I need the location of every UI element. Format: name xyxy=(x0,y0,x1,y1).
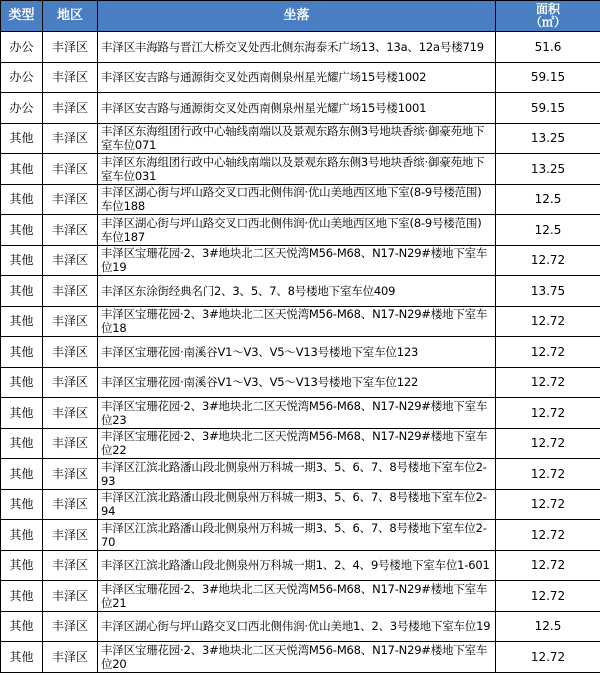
cell-area: 丰泽区 xyxy=(43,489,98,520)
cell-location: 丰泽区宝珊花园·2、3#地块北二区天悦湾M56-M68、N17-N29#楼地下室车位23 xyxy=(98,398,496,429)
cell-location: 丰泽区湖心街与坪山路交叉口西北侧伟润·优山美地西区地下室(8-9号楼范围)车位188 xyxy=(98,184,496,215)
cell-area: 丰泽区 xyxy=(43,611,98,642)
cell-type: 其他 xyxy=(1,184,43,215)
cell-area: 丰泽区 xyxy=(43,245,98,276)
cell-area: 丰泽区 xyxy=(43,581,98,612)
cell-size: 12.72 xyxy=(496,642,600,673)
table-row xyxy=(1,642,600,673)
cell-location: 丰泽区宝珊花园·南溪谷V1～V3、V5～V13号楼地下室车位122 xyxy=(98,367,496,398)
cell-location: 丰泽区宝珊花园·南溪谷V1～V3、V5～V13号楼地下室车位123 xyxy=(98,337,496,368)
cell-area: 丰泽区 xyxy=(43,32,98,63)
cell-size: 12.72 xyxy=(496,459,600,490)
cell-type: 其他 xyxy=(1,306,43,337)
cell-type: 其他 xyxy=(1,123,43,154)
table-row xyxy=(1,154,600,185)
cell-location: 丰泽区江滨北路潘山段北侧泉州万科城一期3、5、6、7、8号楼地下室车位2-93 xyxy=(98,459,496,490)
cell-type: 其他 xyxy=(1,520,43,551)
cell-type: 其他 xyxy=(1,428,43,459)
table-row xyxy=(1,520,600,551)
table-row xyxy=(1,93,600,124)
cell-size: 12.5 xyxy=(496,215,600,246)
cell-location: 丰泽区宝珊花园·2、3#地块北二区天悦湾M56-M68、N17-N29#楼地下室车位20 xyxy=(98,642,496,673)
cell-area: 丰泽区 xyxy=(43,154,98,185)
header-size-unit: （㎡） xyxy=(529,15,566,29)
cell-size: 12.72 xyxy=(496,398,600,429)
cell-type: 办公 xyxy=(1,62,43,93)
cell-area: 丰泽区 xyxy=(43,520,98,551)
cell-size: 12.72 xyxy=(496,581,600,612)
cell-area: 丰泽区 xyxy=(43,550,98,581)
cell-type: 其他 xyxy=(1,581,43,612)
cell-location: 丰泽区宝珊花园·2、3#地块北二区天悦湾M56-M68、N17-N29#楼地下室车位21 xyxy=(98,581,496,612)
cell-size: 51.6 xyxy=(496,32,600,63)
cell-area: 丰泽区 xyxy=(43,459,98,490)
cell-type: 办公 xyxy=(1,32,43,63)
cell-size: 12.72 xyxy=(496,337,600,368)
cell-size: 13.75 xyxy=(496,276,600,307)
cell-size: 12.5 xyxy=(496,611,600,642)
cell-location: 丰泽区江滨北路潘山段北侧泉州万科城一期1、2、4、9号楼地下室车位1-601 xyxy=(98,550,496,581)
table-header xyxy=(1,1,600,32)
cell-area: 丰泽区 xyxy=(43,215,98,246)
table-row xyxy=(1,459,600,490)
header-size xyxy=(496,1,600,32)
cell-location: 丰泽区东涂街经典名门2、3、5、7、8号楼地下室车位409 xyxy=(98,276,496,307)
header-type: 类型 xyxy=(1,1,43,32)
cell-location: 丰泽区丰海路与晋江大桥交叉处西北侧东海泰禾广场13、13a、12a号楼719 xyxy=(98,32,496,63)
cell-location: 丰泽区东海组团行政中心轴线南端以及景观东路东侧3号地块香缤·御豪苑地下室车位071 xyxy=(98,123,496,154)
cell-area: 丰泽区 xyxy=(43,367,98,398)
table-row xyxy=(1,62,600,93)
header-location: 坐落 xyxy=(98,1,496,32)
cell-size: 59.15 xyxy=(496,93,600,124)
table-row xyxy=(1,184,600,215)
table-row xyxy=(1,398,600,429)
cell-type: 其他 xyxy=(1,611,43,642)
table-row xyxy=(1,428,600,459)
table-row xyxy=(1,550,600,581)
cell-area: 丰泽区 xyxy=(43,123,98,154)
table-row xyxy=(1,215,600,246)
table-row xyxy=(1,245,600,276)
cell-location: 丰泽区江滨北路潘山段北侧泉州万科城一期3、5、6、7、8号楼地下室车位2-70 xyxy=(98,520,496,551)
cell-size: 13.25 xyxy=(496,154,600,185)
header-row xyxy=(1,1,600,32)
cell-size: 12.72 xyxy=(496,428,600,459)
cell-area: 丰泽区 xyxy=(43,398,98,429)
table-row xyxy=(1,32,600,63)
cell-location: 丰泽区宝珊花园·2、3#地块北二区天悦湾M56-M68、N17-N29#楼地下室车位18 xyxy=(98,306,496,337)
cell-size: 12.72 xyxy=(496,306,600,337)
cell-type: 其他 xyxy=(1,245,43,276)
header-size-label: 面积 xyxy=(535,2,560,16)
cell-size: 12.72 xyxy=(496,367,600,398)
cell-area: 丰泽区 xyxy=(43,428,98,459)
cell-size: 12.72 xyxy=(496,520,600,551)
cell-area: 丰泽区 xyxy=(43,642,98,673)
header-area: 地区 xyxy=(43,1,98,32)
cell-type: 其他 xyxy=(1,642,43,673)
table-body xyxy=(1,32,600,673)
cell-area: 丰泽区 xyxy=(43,184,98,215)
cell-type: 其他 xyxy=(1,550,43,581)
cell-type: 办公 xyxy=(1,93,43,124)
cell-size: 13.25 xyxy=(496,123,600,154)
cell-size: 12.72 xyxy=(496,550,600,581)
cell-location: 丰泽区宝珊花园·2、3#地块北二区天悦湾M56-M68、N17-N29#楼地下室车位19 xyxy=(98,245,496,276)
cell-type: 其他 xyxy=(1,398,43,429)
cell-size: 12.72 xyxy=(496,489,600,520)
cell-area: 丰泽区 xyxy=(43,337,98,368)
table-row xyxy=(1,611,600,642)
cell-type: 其他 xyxy=(1,337,43,368)
cell-location: 丰泽区安吉路与通源街交叉处西南侧泉州星光耀广场15号楼1001 xyxy=(98,93,496,124)
cell-type: 其他 xyxy=(1,154,43,185)
cell-area: 丰泽区 xyxy=(43,276,98,307)
cell-location: 丰泽区宝珊花园·2、3#地块北二区天悦湾M56-M68、N17-N29#楼地下室车位22 xyxy=(98,428,496,459)
cell-location: 丰泽区东海组团行政中心轴线南端以及景观东路东侧3号地块香缤·御豪苑地下室车位031 xyxy=(98,154,496,185)
cell-type: 其他 xyxy=(1,367,43,398)
table-row xyxy=(1,581,600,612)
cell-area: 丰泽区 xyxy=(43,93,98,124)
table-row xyxy=(1,337,600,368)
cell-location: 丰泽区湖心街与坪山路交叉口西北侧伟润·优山美地西区地下室(8-9号楼范围)车位187 xyxy=(98,215,496,246)
cell-type: 其他 xyxy=(1,489,43,520)
cell-type: 其他 xyxy=(1,215,43,246)
table-row xyxy=(1,306,600,337)
cell-area: 丰泽区 xyxy=(43,62,98,93)
cell-type: 其他 xyxy=(1,459,43,490)
table-row xyxy=(1,489,600,520)
cell-size: 12.5 xyxy=(496,184,600,215)
cell-location: 丰泽区湖心街与坪山路交叉口西北侧伟润·优山美地1、2、3号楼地下室车位19 xyxy=(98,611,496,642)
cell-location: 丰泽区安吉路与通源街交叉处西南侧泉州星光耀广场15号楼1002 xyxy=(98,62,496,93)
cell-location: 丰泽区江滨北路潘山段北侧泉州万科城一期3、5、6、7、8号楼地下室车位2-94 xyxy=(98,489,496,520)
cell-size: 59.15 xyxy=(496,62,600,93)
cell-type: 其他 xyxy=(1,276,43,307)
cell-area: 丰泽区 xyxy=(43,306,98,337)
table-row xyxy=(1,123,600,154)
cell-size: 12.72 xyxy=(496,245,600,276)
table-row xyxy=(1,367,600,398)
table-row xyxy=(1,276,600,307)
